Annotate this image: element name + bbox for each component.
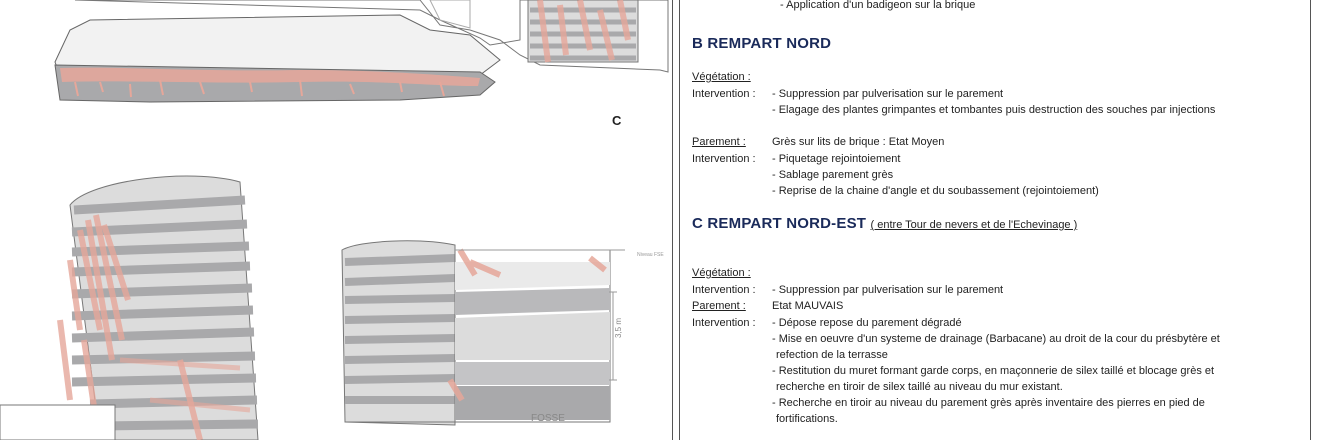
section-letter: C [612, 113, 622, 128]
panel-right-border [1310, 0, 1311, 440]
top-line: - Application d'un badigeon sur la brique [780, 0, 976, 11]
section-c-line: - Restitution du muret formant garde corps, en maçonnerie de silex taillé et blocage grès et [772, 365, 1215, 377]
section-b-line: - Elagage des plantes grimpantes et tombantes puis destruction des souches par injections [772, 104, 1216, 116]
section-c-title: C REMPART NORD-EST ( entre Tour de nevers et de l'Echevinage ) [692, 215, 1078, 232]
section-c-line: - Recherche en tiroir au niveau du parement grès après inventaire des pierres en pied de [772, 397, 1205, 409]
section-c-line: Parement : Etat MAUVAIS [692, 300, 844, 312]
dimension-label: 3,5 m [614, 317, 623, 338]
top-wall-elevation [55, 0, 668, 102]
section-b-line: Parement : Grès sur lits de brique : Etat Moyen [692, 136, 945, 148]
niveau-label: Niveau FSE [637, 252, 664, 258]
intervention-notes [692, 0, 1307, 440]
section-c-line: Intervention : - Suppression par pulverisation sur le parement [692, 284, 1004, 296]
panel-divider-inner [679, 0, 680, 440]
section-c-line: Intervention : - Dépose repose du parement dégradé [692, 317, 962, 329]
section-c-subtitle: ( entre Tour de nevers et de l'Echevinage ) [870, 219, 1078, 231]
section-c-line: refection de la terrasse [776, 349, 888, 361]
section-c-line: recherche en tiroir de silex taillé au niveau du mur existant. [776, 381, 1063, 393]
section-b-line: Végétation : [692, 71, 751, 83]
fosse-label: FOSSE [531, 413, 565, 424]
section-b-title: B REMPART NORD [692, 35, 832, 52]
panel-divider [672, 0, 673, 440]
section-b-line: - Reprise de la chaine d'angle et du soubassement (rejointoiement) [772, 185, 1099, 197]
wall-block-elevation [342, 241, 625, 425]
section-b-line: - Sablage parement grès [772, 169, 894, 181]
section-c-line: Végétation : [692, 267, 751, 279]
section-b-line: Intervention : - Suppression par pulverisation sur le parement [692, 88, 1004, 100]
section-c-line: fortifications. [776, 413, 838, 425]
section-c-line: - Mise en oeuvre d'un systeme de drainage (Barbacane) au droit de la cour du présbytère et [772, 333, 1220, 345]
tower-elevation [0, 176, 258, 440]
section-b-line: Intervention : - Piquetage rejointoiement [692, 153, 901, 165]
